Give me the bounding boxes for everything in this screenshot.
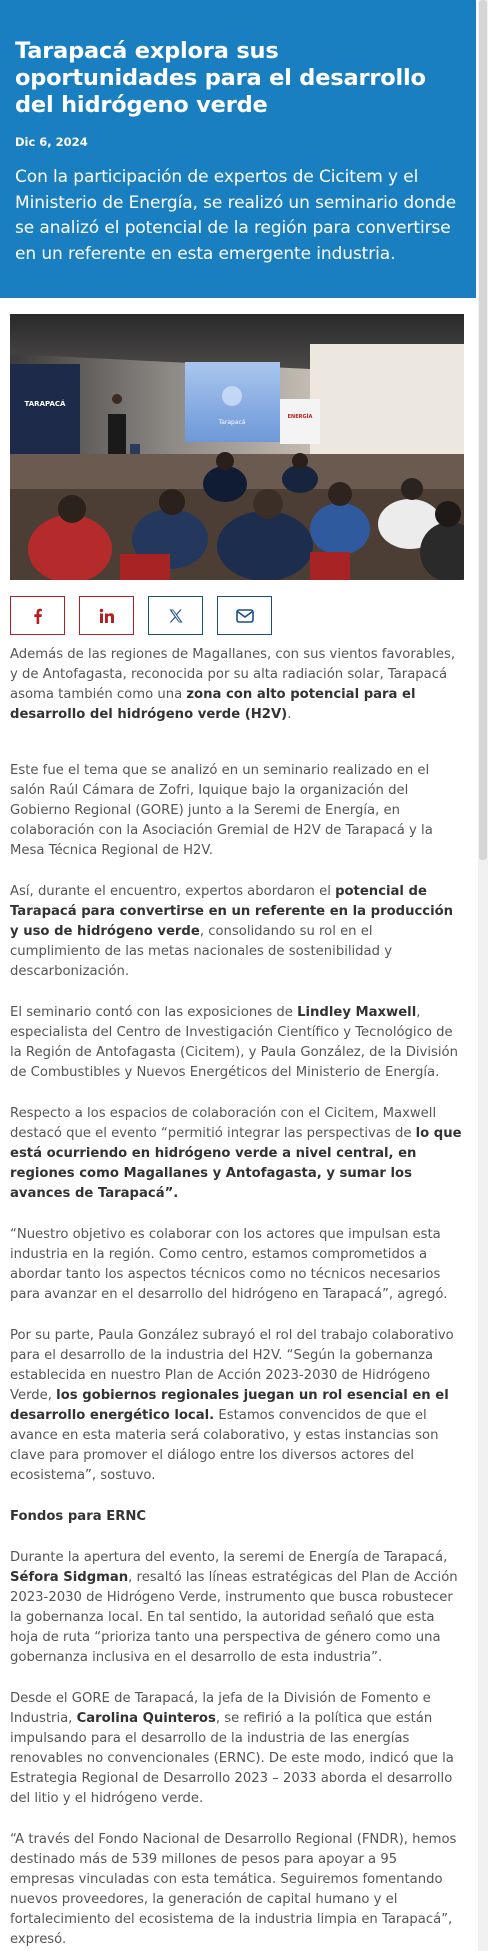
x-icon (168, 608, 184, 624)
paragraph-8: Durante la apertura del evento, la seremi de Energía de Tarapacá, Séfora Sidgman, resaltó las líneas estratégicas del Plan de Acción 2023-2030 de Hidrógeno Verde, instrumento que busca robustecer la gobernanza local. En tal sentido, la autoridad señaló que esta hoja de ruta “prioriza tanto una perspectiva de género como una gobernanza inclusiva en el desarrollo de esta industria”. (10, 1550, 458, 1665)
mail-icon (236, 609, 254, 623)
article-body (0, 645, 476, 1950)
seminar-photo-image (10, 314, 464, 580)
paragraph-3: Así, durante el encuentro, expertos abordaron el potencial de Tarapacá para convertirse en un referente en la producción y uso de hidrógeno verde, consolidando su rol en el cumplimiento de las metas nacionales de sostenibilidad y descarbonización. (10, 884, 454, 979)
article-lead: Con la participación de expertos de Cicitem y el Ministerio de Energía, se realizó un seminario donde se analizó el potencial de la región para convertirse en un referente en esta emergente industria. (15, 167, 457, 264)
linkedin-icon (99, 608, 115, 624)
share-email-button[interactable] (217, 596, 272, 635)
article-date: Dic 6, 2024 (15, 135, 88, 149)
article-title: Tarapacá explora sus oportunidades para el desarrollo del hidrógeno verde (15, 38, 426, 118)
share-bar (10, 596, 476, 635)
paragraph-10: “A través del Fondo Nacional de Desarrollo Regional (FNDR), hemos destinado más de 539 millones de pesos para apoyar a 95 empresas vinculadas con esta temática. Seguiremos fomentando nuevos proveedores, la generación de capital humano y el fortalecimiento del ecosistema de la industria limpia en Tarapacá”, expresó. (10, 1832, 457, 1947)
paragraph-9: Desde el GORE de Tarapacá, la jefa de la División de Fomento e Industria, Carolina Quinteros, se refirió a la política que están impulsando para el desarrollo de la industria de las energías renovables no convencionales (ERNC). De este modo, indicó que la Estrategia Regional de Desarrollo 2023 – 2033 aborda el desarrollo del litio y el hidrógeno verde. (10, 1691, 454, 1806)
seminar-photo (10, 314, 464, 580)
article-header (0, 0, 476, 298)
sign-text: ENERGÍA (287, 414, 313, 420)
screen-text: Tarapacá (218, 419, 246, 426)
paragraph-6: “Nuestro objetivo es colaborar con los actores que impulsan esta industria en la región. Como centro, estamos comprometidos a abordar tanto los aspectos técnicos como no técnicos necesarios para avanzar en el desarrollo del hidrógeno en Tarapacá”, agregó. (10, 1227, 448, 1302)
section-heading-fondos: Fondos para ERNC (10, 1509, 147, 1524)
scrollbar-thumb[interactable] (479, 0, 487, 860)
share-x-button[interactable] (148, 596, 203, 635)
paragraph-4: El seminario contó con las exposiciones de Lindley Maxwell, especialista del Centro de Investigación Científico y Tecnológico de la Región de Antofagasta (Cicitem), y Paula González, de la División de Combustibles y Nuevos Energéticos del Ministerio de Energía. (10, 1005, 458, 1080)
paragraph-2: Este fue el tema que se analizó en un seminario realizado en el salón Raúl Cámara de Zofri, Iquique bajo la organización del Gobierno Regional (GORE) junto a la Seremi de Energía, en colaboración con la Asociación Gremial de H2V de Tarapacá y la Mesa Técnica Regional de H2V. (10, 763, 433, 858)
facebook-icon (30, 608, 46, 624)
paragraph-5: Respecto a los espacios de colaboración con el Cicitem, Maxwell destacó que el evento “permitió integrar las perspectivas de lo que está ocurriendo en hidrógeno verde a nivel central, en regiones como Magallanes y Antofagasta, y sumar los avances de Tarapacá”. (10, 1106, 462, 1201)
share-linkedin-button[interactable] (79, 596, 134, 635)
paragraph-7: Por su parte, Paula González subrayó el rol del trabajo colaborativo para el desarrollo de la industria del H2V. “Según la gobernanza establecida en nuestro Plan de Acción 2023-2030 de Hidrógeno Verde, los gobiernos regionales juegan un rol esencial en el desarrollo energético local. Estamos convencidos de que el avance en esta materia será colaborativo, y estas instancias son clave para promover el diálogo entre los diversos actores del ecosistema”, sostuvo. (10, 1328, 454, 1483)
share-facebook-button[interactable] (10, 596, 65, 635)
banner-text: TARAPACÁ (24, 400, 66, 408)
paragraph-1: Además de las regiones de Magallanes, con sus vientos favorables, y de Antofagasta, reconocida por su alta radiación solar, Tarapacá asoma también como una zona con alto potencial para el desarrollo del hidrógeno verde (H2V). (10, 647, 456, 722)
